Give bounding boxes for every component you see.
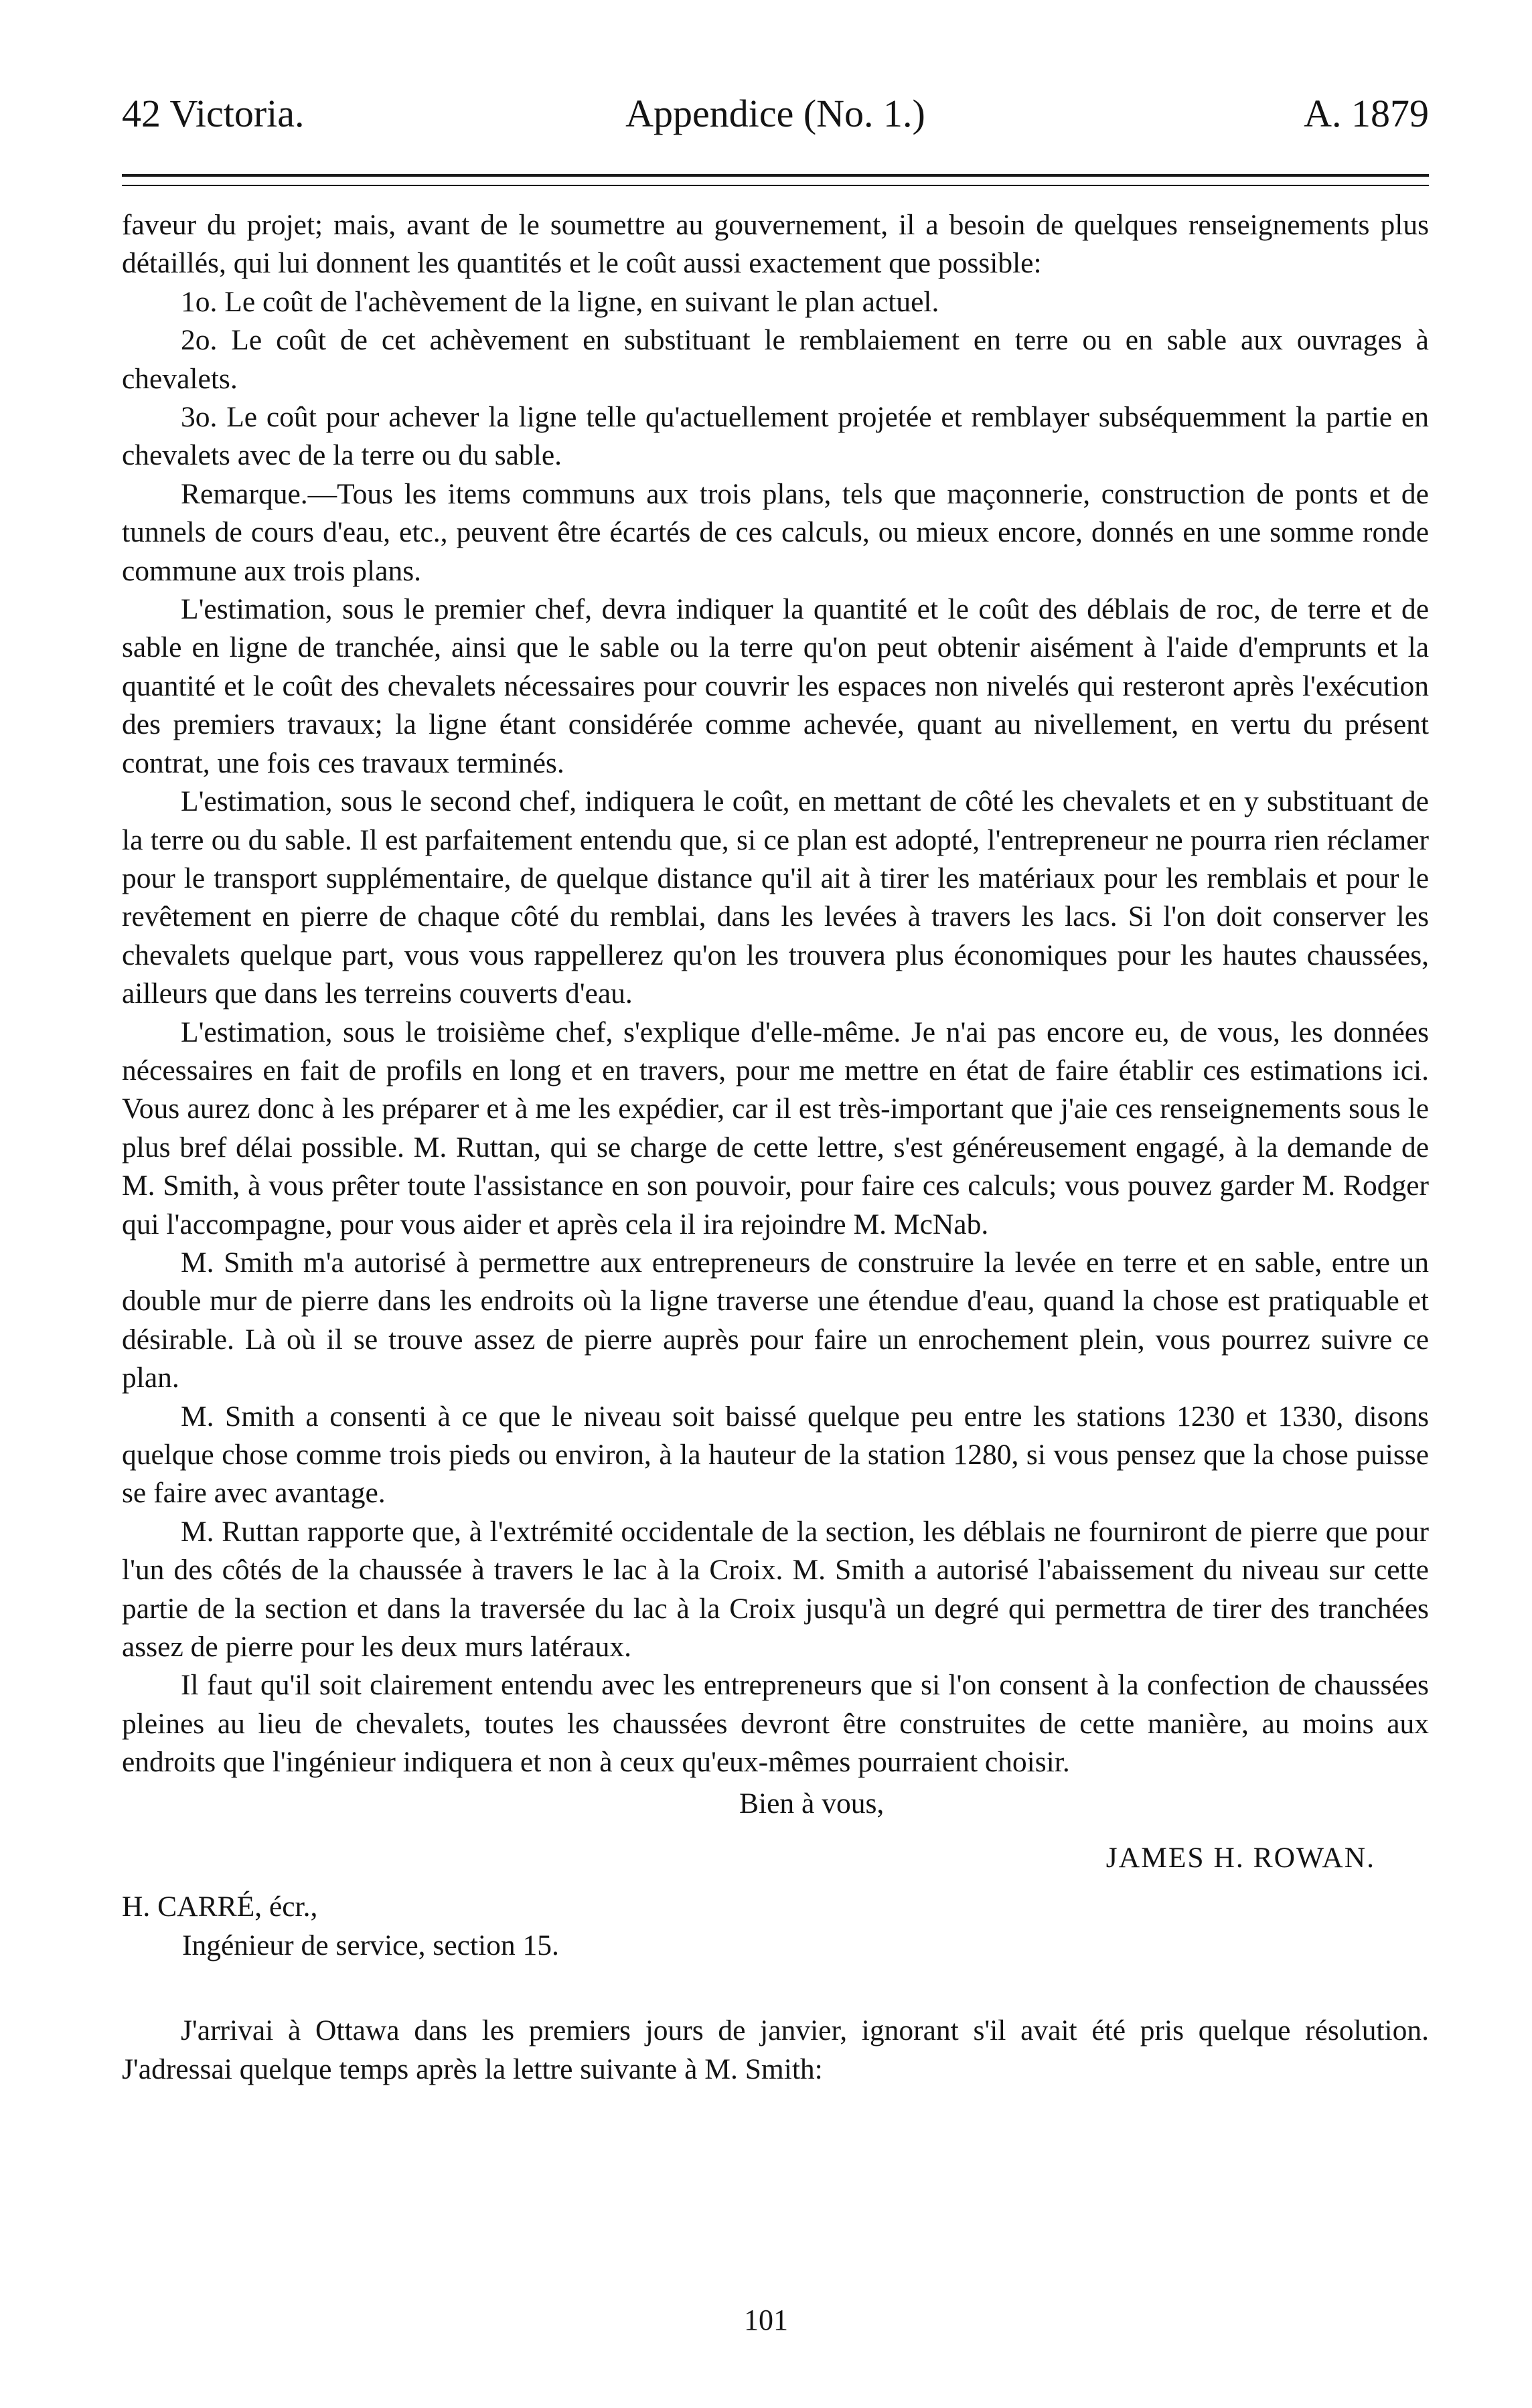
paragraph-ruttan-report: M. Ruttan rapporte que, à l'extrémité occidentale de la section, les déblais ne fourniront de pierre que pour l'un des côtés de la chaussée à travers le lac à la Croix. M. Smith a autorisé l'abaissement du niveau sur cette partie de la section et dans la traversée du lac à la Croix jusqu'à un degré qui permettra de tirer des tranchées assez de pierre pour les deux murs latéraux. xyxy=(122,1515,1429,1664)
header-rule-thin xyxy=(122,185,1429,186)
letter-body xyxy=(122,206,1429,2089)
paragraph-first-estimate: L'estimation, sous le premier chef, devra indiquer la quantité et le coût des déblais de roc, de terre et de sable en ligne de tranchée, ainsi que le sable ou la terre qu'on peut obtenir aisément à l'aide d'emprunts et la quantité et le coût des chevalets nécessaires pour couvrir les espaces non nivelés qui resteront après l'exécution des premiers travaux; la ligne étant considérée comme achevée, quant au nivellement, en vertu du présent contrat, une fois ces travaux terminés. xyxy=(122,593,1429,779)
paragraph-contractors: Il faut qu'il soit clairement entendu avec les entrepreneurs que si l'on consent à la confection de chaussées pleines au lieu de chevalets, toutes les chaussées devront être construites de cette manière, au moins aux endroits que l'ingénieur indiquera et non à ceux qu'eux-mêmes pourraient choisir. xyxy=(122,1669,1429,1779)
paragraph-continuation: faveur du projet; mais, avant de le soumettre au gouvernement, il a besoin de quelques renseignements plus détaillés, qui lui donnent les quantités et le coût aussi exactement que possible: xyxy=(122,209,1429,280)
header-appendix: Appendice (No. 1.) xyxy=(625,92,925,135)
paragraph-second-estimate: L'estimation, sous le second chef, indiquera le coût, en mettant de côté les chevalets et en y substituant de la terre ou du sable. Il est parfaitement entendu que, si ce plan est adopté, l'entrepreneur ne pourra rien réclamer pour le transport supplémentaire, de quelque distance qu'il ait à tirer les matériaux pour les remblais et pour le revêtement en pierre de chaque côté du remblai, dans les levées à travers les lacs. Si l'on doit conserver les chevalets quelque part, vous vous rappellerez qu'on les trouvera plus économiques pour les hautes chaussées, ailleurs que dans les terreins couverts d'eau. xyxy=(122,785,1429,1010)
header-session: 42 Victoria. xyxy=(122,92,305,135)
paragraph-level-lowering: M. Smith a consenti à ce que le niveau soit baissé quelque peu entre les stations 1230 et 1330, disons quelque chose comme trois pieds ou environ, à la hauteur de la station 1280, si vous pensez que la chose puisse se faire avec avantage. xyxy=(122,1400,1429,1510)
page-number: 101 xyxy=(744,2304,788,2336)
running-header xyxy=(122,87,1429,141)
addressee-name: H. CARRÉ, écr., xyxy=(122,1891,318,1923)
remark-paragraph: Remarque.—Tous les items communs aux trois plans, tels que maçonnerie, construction de ponts et de tunnels de cours d'eau, etc., peuvent être écartés de ces calculs, ou mieux encore, donnés en une somme ronde commune aux trois plans. xyxy=(122,477,1429,587)
letter-closing: Bien à vous, xyxy=(739,1787,885,1820)
addressee-title: Ingénieur de service, section 15. xyxy=(182,1929,559,1961)
letter-signature: JAMES H. ROWAN. xyxy=(1105,1842,1375,1874)
list-item-3: 3o. Le coût pour achever la ligne telle qu'actuellement projetée et remblayer subséquemment la partie en chevalets avec de la terre ou du sable. xyxy=(122,401,1429,472)
list-item-2: 2o. Le coût de cet achèvement en substituant le remblaiement en terre ou en sable aux ouvrages à chevalets. xyxy=(122,324,1429,395)
list-item-1: 1o. Le coût de l'achèvement de la ligne, en suivant le plan actuel. xyxy=(181,285,939,318)
header-year: A. 1879 xyxy=(1304,92,1429,135)
narrative-paragraph: J'arrivai à Ottawa dans les premiers jours de janvier, ignorant s'il avait été pris quelque résolution. J'adressai quelque temps après la lettre suivante à M. Smith: xyxy=(122,2014,1429,2085)
header-rule-thick xyxy=(122,174,1429,177)
paragraph-third-estimate: L'estimation, sous le troisième chef, s'explique d'elle-même. Je n'ai pas encore eu, de vous, les données nécessaires en fait de profils en long et en travers, pour me mettre en état de faire établir ces estimations ici. Vous aurez donc à les préparer et à me les expédier, car il est très-important que j'aie ces renseignements sous le plus bref délai possible. M. Ruttan, qui se charge de cette lettre, s'est généreusement engagé, à la demande de M. Smith, à vous prêter toute l'assistance en son pouvoir, pour faire ces calculs; vous pouvez garder M. Rodger qui l'accompagne, pour vous aider et après cela il ira rejoindre M. McNab. xyxy=(122,1016,1429,1240)
paragraph-stone-wall: M. Smith m'a autorisé à permettre aux entrepreneurs de construire la levée en terre et en sable, entre un double mur de pierre dans les endroits où la ligne traverse une étendue d'eau, quand la chose est pratiquable et désirable. Là où il se trouve assez de pierre auprès pour faire un enrochement plein, vous pourrez suivre ce plan. xyxy=(122,1246,1429,1394)
